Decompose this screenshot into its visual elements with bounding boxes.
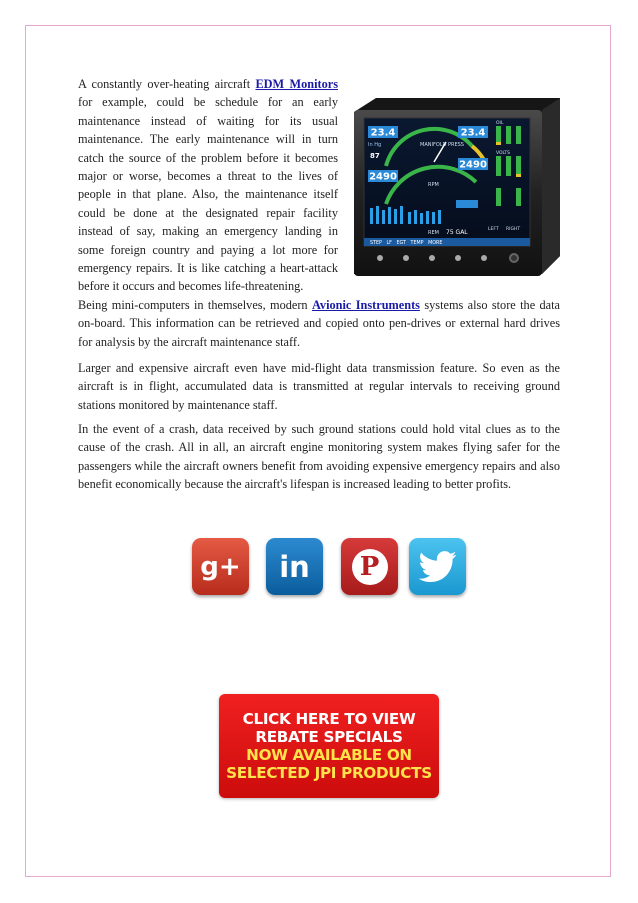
display-bottom-bar: STEP LF EGT TEMP MORE xyxy=(370,241,443,246)
label-rem: REM xyxy=(428,230,439,236)
twitter-button[interactable] xyxy=(409,538,466,595)
avionic-instruments-link[interactable]: Avionic Instruments xyxy=(311,298,420,312)
label-volts: VOLTS xyxy=(496,151,511,156)
pinterest-icon xyxy=(352,549,388,585)
linkedin-button[interactable] xyxy=(266,538,323,595)
intro-text-start: A constantly over-heating aircraft xyxy=(78,77,256,91)
paragraph-transmission: Larger and expensive aircraft even have mid-flight data transmission feature. So even as the aircraft is in flight, accumulated data is transmitted at regular intervals to receiving ground stations monitored by maintenance staff. xyxy=(78,361,560,412)
readout-mid-left: 2490 xyxy=(369,171,397,183)
rebate-specials-banner[interactable] xyxy=(219,694,439,798)
google-plus-button[interactable] xyxy=(192,538,249,595)
promo-line-2: REBATE SPECIALS xyxy=(255,728,403,746)
intro-paragraph xyxy=(78,75,338,296)
pinterest-letter: P xyxy=(359,551,380,582)
label-oil: OIL xyxy=(496,121,504,126)
oil-temp-readout: 87 xyxy=(370,152,380,160)
edm-monitor-image xyxy=(346,96,560,280)
readout-top-left: 23.4 xyxy=(370,127,396,139)
intro-text-rest: for example, could be schedule for an early maintenance instead of waiting for its usual maintenance. The early maintenance will in turn catch the source of the problem before it becomes major or worse, becomes a threat to the lives of people in that plane. Also, the maintenance itself could be done at the designated repair facility instead of say, making an emergency landing in some foreign country and paying a lot more for emergency repairs. It is like catching a heart-attack before it occurs and becomes life-threatening. xyxy=(78,95,338,294)
promo-line-3: NOW AVAILABLE ON xyxy=(246,746,412,764)
readout-top-right: 23.4 xyxy=(460,127,486,139)
label-left: LEFT xyxy=(488,227,499,232)
linkedin-icon: in xyxy=(279,549,310,584)
bird-icon xyxy=(419,551,457,583)
paragraph-avionics-rest: systems also store the data on-board. This information can be retrieved and copied onto pen-drives or external hard drives for analysis by the aircraft maintenance staff. xyxy=(78,298,561,349)
label-right: RIGHT xyxy=(506,227,521,232)
edm-monitors-link[interactable]: EDM Monitors xyxy=(255,77,338,91)
label-rpm: RPM xyxy=(428,182,439,188)
paragraph-avionics-start: Being mini-computers in themselves, modern xyxy=(78,298,312,312)
label-manifold: MANIFOLD PRESS xyxy=(420,142,464,148)
paragraph-crash: In the event of a crash, data received by such ground stations could hold vital clues as to the cause of the crash. All in all, an aircraft engine monitoring system makes flying safer for the passengers while the aircraft owners benefit from avoiding expensive emergency repairs and also benefit economically because the aircraft's lifespan is increased leading to better profits. xyxy=(78,422,560,492)
paragraph-avionics xyxy=(78,296,560,351)
google-plus-icon: g+ xyxy=(200,551,241,582)
pinterest-button[interactable] xyxy=(341,538,398,595)
readout-mid-right: 2490 xyxy=(459,159,487,171)
promo-line-1: CLICK HERE TO VIEW xyxy=(242,710,416,728)
label-in-hg: In Hg xyxy=(368,142,382,148)
promo-line-4: SELECTED JPI PRODUCTS xyxy=(226,764,432,782)
label-gal: 75 GAL xyxy=(446,229,468,236)
